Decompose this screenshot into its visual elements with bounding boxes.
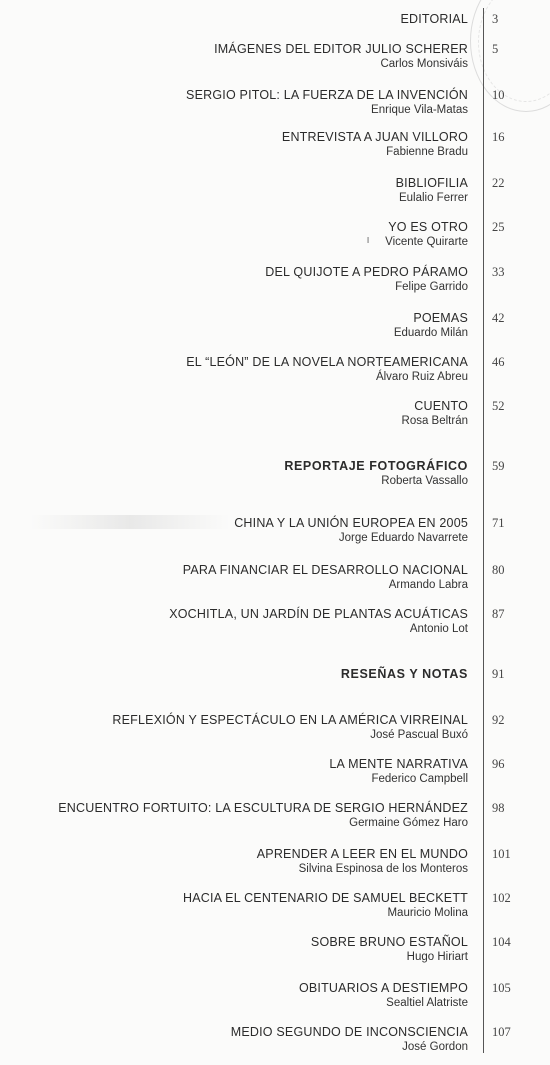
article-author: Álvaro Ruiz Abreu (375, 371, 468, 383)
article-author: Armando Labra (388, 579, 468, 591)
article-title: APRENDER A LEER EN EL MUNDO (256, 847, 468, 861)
article-author: Eduardo Milán (393, 327, 468, 339)
article-title: ENCUENTRO FORTUITO: LA ESCULTURA DE SERGIO HERNÁNDEZ (58, 801, 468, 815)
page-number: 46 (492, 355, 505, 369)
article-title: BIBLIOFILIA (395, 176, 468, 190)
article-title: EDITORIAL (400, 12, 468, 26)
page-number: 96 (492, 757, 505, 771)
article-author: Silvina Espinosa de los Monteros (298, 863, 468, 875)
article-title: SOBRE BRUNO ESTAÑOL (310, 935, 468, 949)
article-title: EL “LEÓN” DE LA NOVELA NORTEAMERICANA (186, 355, 468, 369)
article-author: Hugo Hiriart (406, 951, 468, 963)
page-number: 25 (492, 220, 505, 234)
article-author: Rosa Beltrán (401, 415, 468, 427)
page-number: 101 (492, 847, 511, 861)
page-number: 10 (492, 88, 505, 102)
page-number: 105 (492, 981, 511, 995)
article-author: Enrique Vila-Matas (371, 104, 468, 116)
page-number: 80 (492, 563, 505, 577)
article-title: ENTREVISTA A JUAN VILLORO (281, 130, 468, 144)
page-number: 91 (492, 667, 505, 681)
article-title: YO ES OTRO (388, 220, 468, 234)
article-author: Antonio Lot (409, 623, 468, 635)
page-number: 87 (492, 607, 505, 621)
page-number: 71 (492, 516, 505, 530)
page-number: 107 (492, 1025, 511, 1039)
page-number: 98 (492, 801, 505, 815)
section-heading: RESEÑAS Y NOTAS (340, 667, 468, 681)
article-author: Fabienne Bradu (386, 146, 468, 158)
page-number: 52 (492, 399, 505, 413)
page-number: 33 (492, 265, 505, 279)
page-number: 102 (492, 891, 511, 905)
article-title: MEDIO SEGUNDO DE INCONSCIENCIA (230, 1025, 468, 1039)
article-title: DEL QUIJOTE A PEDRO PÁRAMO (265, 265, 468, 279)
article-author: Mauricio Molina (387, 907, 468, 919)
section-heading: REPORTAJE FOTOGRÁFICO (284, 459, 468, 473)
page-number: 92 (492, 713, 505, 727)
article-title: OBITUARIOS A DESTIEMPO (298, 981, 468, 995)
column-divider (483, 8, 484, 1053)
article-author: José Gordon (402, 1041, 468, 1053)
article-author: Jorge Eduardo Navarrete (338, 532, 468, 544)
article-title: POEMAS (413, 311, 468, 325)
page-number: 42 (492, 311, 505, 325)
page-number: 3 (492, 12, 499, 26)
article-title: CHINA Y LA UNIÓN EUROPEA EN 2005 (234, 516, 468, 530)
article-title: IMÁGENES DEL EDITOR JULIO SCHERER (214, 42, 468, 56)
page-number: 104 (492, 935, 511, 949)
article-author: Eulalio Ferrer (398, 192, 468, 204)
article-title: PARA FINANCIAR EL DESARROLLO NACIONAL (182, 563, 468, 577)
page-number: 5 (492, 42, 499, 56)
page-number: 59 (492, 459, 505, 473)
article-author: Federico Campbell (371, 773, 468, 785)
article-author: Germaine Gómez Haro (349, 817, 468, 829)
article-title: REFLEXIÓN Y ESPECTÁCULO EN LA AMÉRICA VIRREINAL (112, 713, 468, 727)
article-author: José Pascual Buxó (370, 729, 468, 741)
article-author: Vicente Quirarte (385, 236, 468, 248)
article-title: XOCHITLA, UN JARDÍN DE PLANTAS ACUÁTICAS (169, 607, 468, 621)
article-title: HACIA EL CENTENARIO DE SAMUEL BECKETT (182, 891, 468, 905)
article-title: SERGIO PITOL: LA FUERZA DE LA INVENCIÓN (186, 88, 468, 102)
page-number: 16 (492, 130, 505, 144)
scan-smudge (30, 515, 230, 529)
article-author: Sealtiel Alatriste (386, 997, 468, 1009)
page-number: 22 (492, 176, 505, 190)
article-author: Carlos Monsiváis (380, 58, 468, 70)
article-author: Felipe Garrido (395, 281, 468, 293)
article-author: Roberta Vassallo (381, 475, 468, 487)
article-title: LA MENTE NARRATIVA (329, 757, 468, 771)
stray-mark: ǀ (367, 236, 370, 245)
article-title: CUENTO (414, 399, 468, 413)
